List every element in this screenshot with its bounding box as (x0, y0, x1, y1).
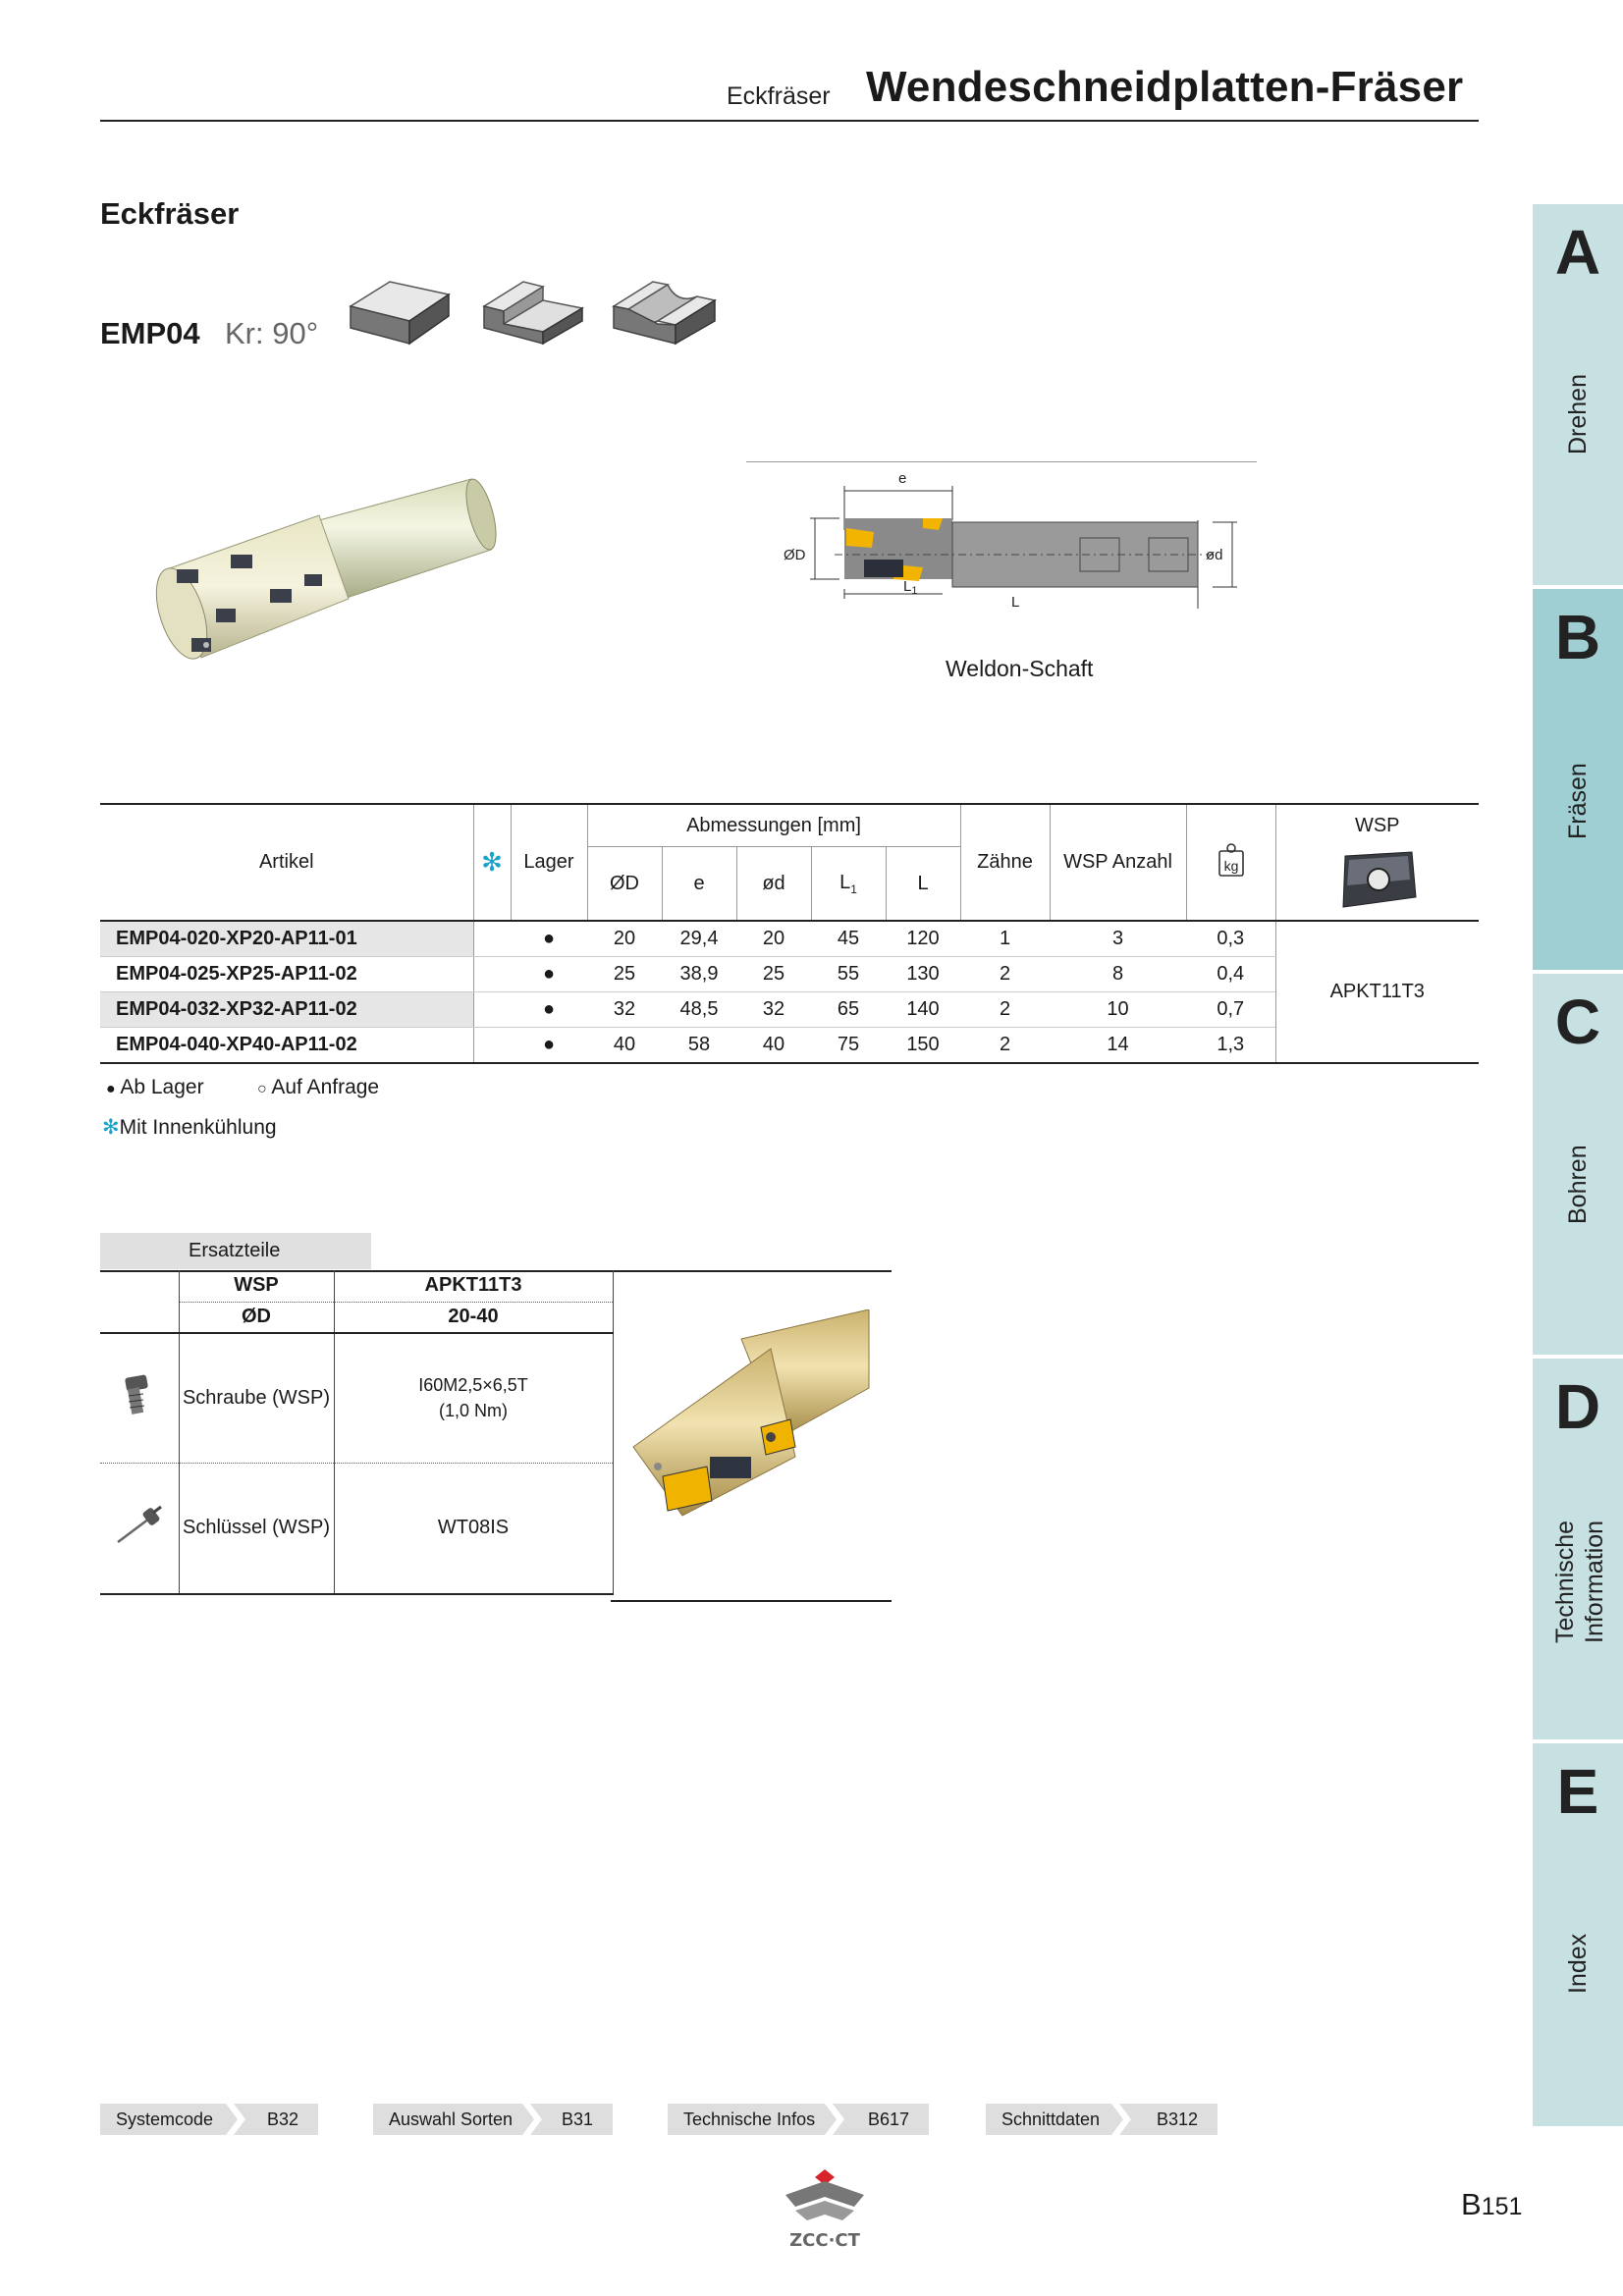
screw-label: Schraube (WSP) (179, 1333, 334, 1463)
key-icon-cell (100, 1463, 179, 1594)
key-label: Schlüssel (WSP) (179, 1463, 334, 1594)
parts-wsp-value: APKT11T3 (334, 1270, 613, 1302)
nav-auswahl-sorten[interactable]: Auswahl Sorten B31 (373, 2104, 613, 2135)
cutter-closeup-image (623, 1309, 902, 1539)
page-title: Wendeschneidplatten-Fräser (866, 63, 1464, 111)
col-header-L: L (886, 847, 960, 922)
article-table (100, 803, 1479, 1064)
face-milling-icon (346, 267, 454, 346)
dim-label-e: e (898, 470, 907, 487)
tab-a-drehen[interactable]: A Drehen (1533, 200, 1623, 585)
legend-auf-anfrage: ○ Auf Anfrage (257, 1076, 380, 1098)
section-title: Eckfräser (100, 196, 240, 231)
legend-ab-lager: ● Ab Lager (106, 1076, 204, 1098)
col-header-weight (1186, 804, 1275, 921)
spare-parts-label: Ersatzteile (100, 1233, 371, 1269)
milling-cutter-image (147, 461, 511, 677)
zcc-logo (766, 2167, 884, 2256)
shoulder-milling-icon (479, 267, 587, 346)
parts-image-cell (613, 1270, 892, 1594)
col-header-wsp-anzahl: WSP Anzahl (1050, 804, 1186, 921)
model-name: EMP04 (100, 316, 200, 350)
screw-value: I60M2,5×6,5T (1,0 Nm) (334, 1333, 613, 1463)
col-header-zaehne: Zähne (960, 804, 1050, 921)
col-header-e: e (662, 847, 736, 922)
col-header-artikel: Artikel (100, 804, 473, 921)
spare-parts-table (100, 1270, 892, 1595)
col-header-lager: Lager (511, 804, 587, 921)
snowflake-icon: ✻ (102, 1116, 120, 1139)
nav-systemcode[interactable]: Systemcode B32 (100, 2104, 318, 2135)
table-row: EMP04-032-XP32-AP11-02 ● 32 48,5 32 65 140 2 10 0,7 (100, 992, 1479, 1028)
header-subtitle: Eckfräser (727, 82, 831, 110)
tab-c-bohren[interactable]: C Bohren (1533, 970, 1623, 1355)
insert-image-cell (1275, 847, 1479, 922)
parts-d-value: 20-40 (334, 1302, 613, 1333)
page-number: B151 (1461, 2187, 1523, 2221)
dim-label-L1: $L_1$ (903, 578, 918, 597)
col-header-abmessungen: Abmessungen [mm] (587, 804, 960, 847)
nav-schnittdaten[interactable]: Schnittdaten B312 (986, 2104, 1217, 2135)
wsp-value: APKT11T3 (1275, 921, 1479, 1063)
dim-label-L: L (1011, 594, 1020, 609)
table-row: EMP04-040-XP40-AP11-02 ● 40 58 40 75 150 2 14 1,3 (100, 1028, 1479, 1064)
table-row: EMP04-025-XP25-AP11-02 ● 25 38,9 25 55 130 2 8 0,4 (100, 957, 1479, 992)
col-header-L1: $L_1$ (811, 847, 886, 922)
table-row: EMP04-020-XP20-AP11-01 ● 20 29,4 20 45 120 1 3 0,3 APKT11T3 (100, 921, 1479, 957)
chevron-right-icon (226, 2104, 245, 2135)
key-icon (110, 1501, 169, 1550)
insert-icon (1333, 850, 1422, 911)
tab-d-technische-information[interactable]: D Technische Information (1533, 1355, 1623, 1739)
svg-text:kg: kg (1223, 857, 1238, 874)
chevron-right-icon (825, 2104, 844, 2135)
parts-d-label: ØD (179, 1302, 334, 1333)
drawing-caption: Weldon-Schaft (946, 656, 1094, 681)
nav-technische-infos[interactable]: Technische Infos B617 (668, 2104, 929, 2135)
col-header-d: ød (736, 847, 811, 922)
model-kr: Kr: 90° (225, 316, 319, 350)
legend-innenkuehlung: ✻Mit Innenkühlung (102, 1116, 277, 1139)
parts-wsp-label: WSP (179, 1270, 334, 1302)
dim-label-d: ød (1206, 547, 1223, 563)
svg-text:ZCC·CT: ZCC·CT (789, 2230, 860, 2251)
col-header-D: ØD (587, 847, 662, 922)
parts-bottom-rule-right (611, 1600, 892, 1602)
weight-icon (1217, 842, 1246, 878)
chevron-right-icon (522, 2104, 542, 2135)
tab-b-fraesen[interactable]: B Fräsen (1533, 585, 1623, 970)
chevron-right-icon (1111, 2104, 1131, 2135)
screw-icon (110, 1370, 169, 1419)
screw-icon-cell (100, 1333, 179, 1463)
slot-milling-icon (609, 267, 722, 346)
dim-label-D: ØD (784, 547, 806, 563)
key-value: WT08IS (334, 1463, 613, 1594)
col-header-wsp: WSP (1275, 804, 1479, 847)
technical-drawing (746, 461, 1257, 609)
header-rule (100, 120, 1479, 122)
snowflake-icon: ✻ (473, 804, 511, 921)
tab-e-index[interactable]: E Index (1533, 1739, 1623, 2126)
